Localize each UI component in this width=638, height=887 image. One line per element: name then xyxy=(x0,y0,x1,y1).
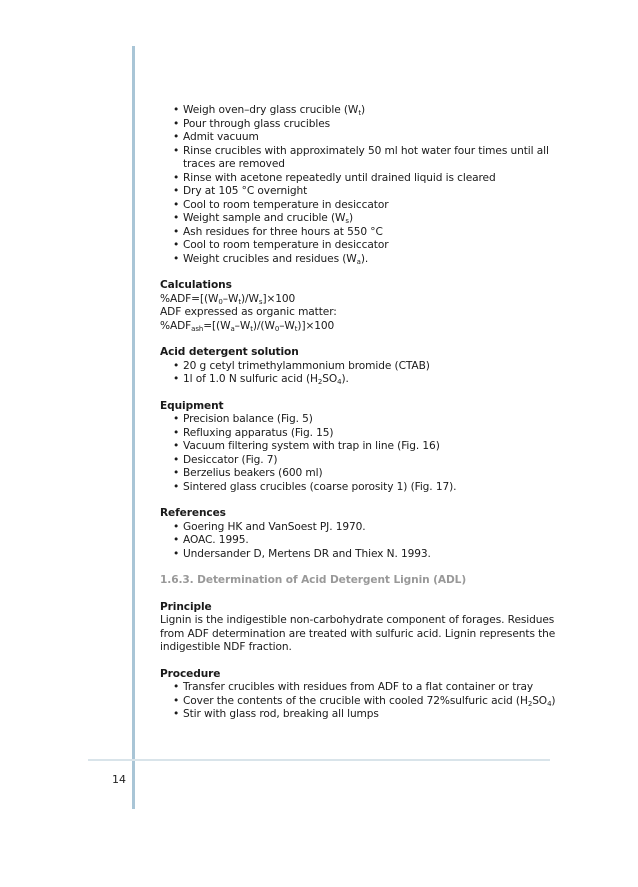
list-item: • Cool to room temperature in desiccator xyxy=(173,239,560,253)
list-item: • Sintered glass crucibles (coarse porosity 1) (Fig. 17). xyxy=(173,481,560,495)
list-item: • Rinse crucibles with approximately 50 ml hot water four times until all traces are removed xyxy=(173,145,560,172)
list-item: • Cover the contents of the crucible with cooled 72%sulfuric acid $(H_2SO_4)$ xyxy=(173,695,560,709)
procedure-list-2 xyxy=(160,681,560,722)
references-heading: References xyxy=(160,507,226,519)
list-item: • Weigh oven–dry glass crucible $(W_t)$ xyxy=(173,104,560,118)
list-item: • Transfer crucibles with residues from ADF to a flat container or tray xyxy=(173,681,560,695)
calc-organic-note: ADF expressed as organic matter: xyxy=(160,306,337,318)
equipment-list xyxy=(160,413,560,494)
list-item: • Goering HK and VanSoest PJ. 1970. xyxy=(173,521,560,535)
list-item: • Cool to room temperature in desiccator xyxy=(173,199,560,213)
list-item: • Weight crucibles and residues $(W_a)$. xyxy=(173,253,560,267)
page-number: 14 xyxy=(112,773,126,786)
list-item: • Refluxing apparatus (Fig. 15) xyxy=(173,427,560,441)
list-item: • Admit vacuum xyxy=(173,131,560,145)
acid-solution-list xyxy=(160,360,560,387)
equipment-heading: Equipment xyxy=(160,399,224,412)
page-body xyxy=(160,104,560,722)
margin-rule-vertical xyxy=(132,46,135,809)
list-item: • Desiccator (Fig. 7) xyxy=(173,454,560,468)
list-item: • Pour through glass crucibles xyxy=(173,118,560,132)
list-item: • AOAC. 1995. xyxy=(173,534,560,548)
principle-heading: Principle xyxy=(160,600,212,613)
principle-text: Lignin is the indigestible non-carbohydrate component of forages. Residues from ADF determination are treated with sulfuric acid. Lignin represents the indigestible NDF fraction. xyxy=(160,614,556,653)
list-item: • Dry at 105 °C overnight xyxy=(173,185,560,199)
list-item: • Stir with glass rod, breaking all lumps xyxy=(173,708,560,722)
acid-solution-heading: Acid detergent solution xyxy=(160,346,299,358)
list-item: • Vacuum filtering system with trap in line (Fig. 16) xyxy=(173,440,560,454)
list-item: • 20 g cetyl trimethylammonium bromide (CTAB) xyxy=(173,360,560,374)
list-item: • 1l of 1.0 N sulfuric acid $(H_2SO_4)$. xyxy=(173,373,560,387)
procedure-list-1 xyxy=(160,104,560,266)
calc-formula-adf: $\%ADF=[(W_0-W_t)/W_s]\times 100$ xyxy=(160,292,296,306)
procedure-heading: Procedure xyxy=(160,667,221,680)
calc-formula-adf-ash: $\%ADF_{ash}=[(W_a-W_t)/(W_0-W_t)]\times 100$ xyxy=(160,319,335,333)
section-title: 1.6.3. Determination of Acid Detergent Lignin (ADL) xyxy=(160,574,467,586)
list-item: • Rinse with acetone repeatedly until drained liquid is cleared xyxy=(173,172,560,186)
references-list xyxy=(160,521,560,562)
list-item: • Precision balance (Fig. 5) xyxy=(173,413,560,427)
list-item: • Berzelius beakers (600 ml) xyxy=(173,467,560,481)
list-item: • Ash residues for three hours at 550 °C xyxy=(173,226,560,240)
list-item: • Undersander D, Mertens DR and Thiex N. 1993. xyxy=(173,548,560,562)
calculations-heading: Calculations xyxy=(160,279,232,291)
list-item: • Weight sample and crucible $(W_s)$ xyxy=(173,212,560,226)
footer-rule xyxy=(88,759,550,761)
